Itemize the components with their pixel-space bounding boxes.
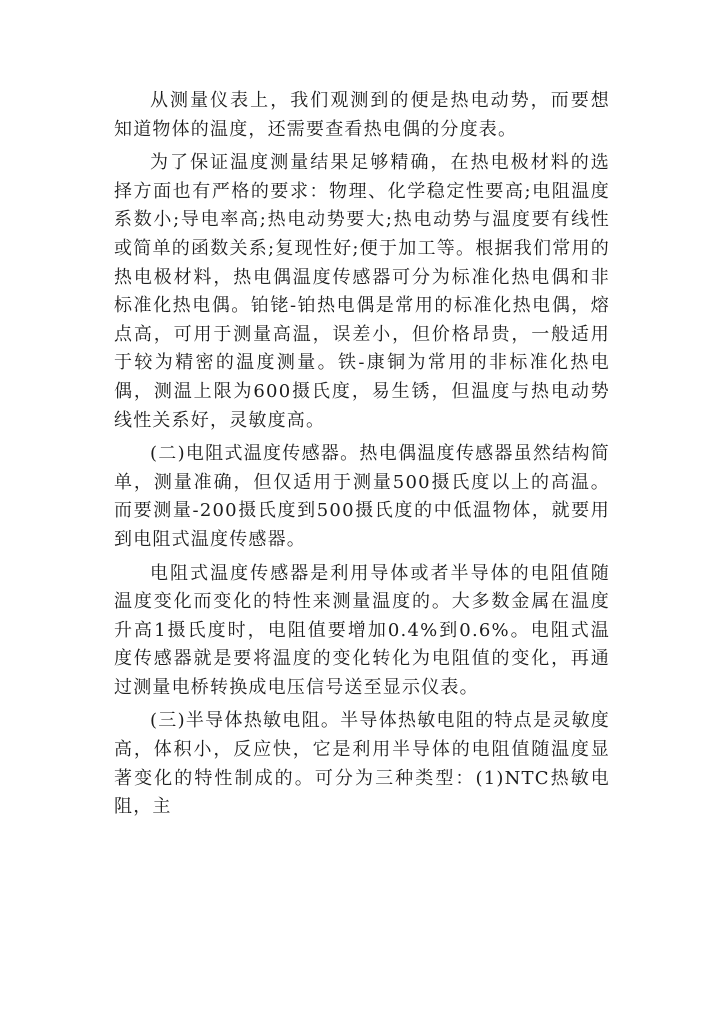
paragraph-resistance-sensor-heading: (二)电阻式温度传感器。热电偶温度传感器虽然结构简单，测量准确，但仅适用于测量500摄氏度以上的高温。而要测量-200摄氏度到500摄氏度的中低温物体，就要用到电阻式温度传感器。 [114, 443, 610, 550]
paragraph-thermistor-heading: (三)半导体热敏电阻。半导体热敏电阻的特点是灵敏度高，体积小，反应快，它是利用半导体的电阻值随温度显著变化的特性制成的。可分为三种类型：(1)NTC热敏电阻，主 [114, 710, 610, 818]
document-body [114, 87, 610, 827]
paragraph-electrode-materials: 为了保证温度测量结果足够精确，在热电极材料的选择方面也有严格的要求：物理、化学稳定性要高;电阻温度系数小;导电率高;热电动势要大;热电动势与温度要有线性或简单的函数关系;复现性好;便于加工等。根据我们常用的热电极材料，热电偶温度传感器可分为标准化热电偶和非标准化热电偶。铂铑-铂热电偶是常用的标准化热电偶，熔点高，可用于测量高温，误差小，但价格昂贵，一般适用于较为精密的温度测量。铁-康铜为常用的非标准化热电偶，测温上限为600摄氏度，易生锈，但温度与热电动势线性关系好，灵敏度高。 [114, 152, 610, 431]
paragraph-thermocouple-reading: 从测量仪表上，我们观测到的便是热电动势，而要想知道物体的温度，还需要查看热电偶的分度表。 [114, 90, 610, 140]
paragraph-resistance-sensor-principle: 电阻式温度传感器是利用导体或者半导体的电阻值随温度变化而变化的特性来测量温度的。大多数金属在温度升高1摄氏度时，电阻值要增加0.4%到0.6%。电阻式温度传感器就是要将温度的变化转化为电阻值的变化，再通过测量电桥转换成电压信号送至显示仪表。 [114, 562, 610, 698]
